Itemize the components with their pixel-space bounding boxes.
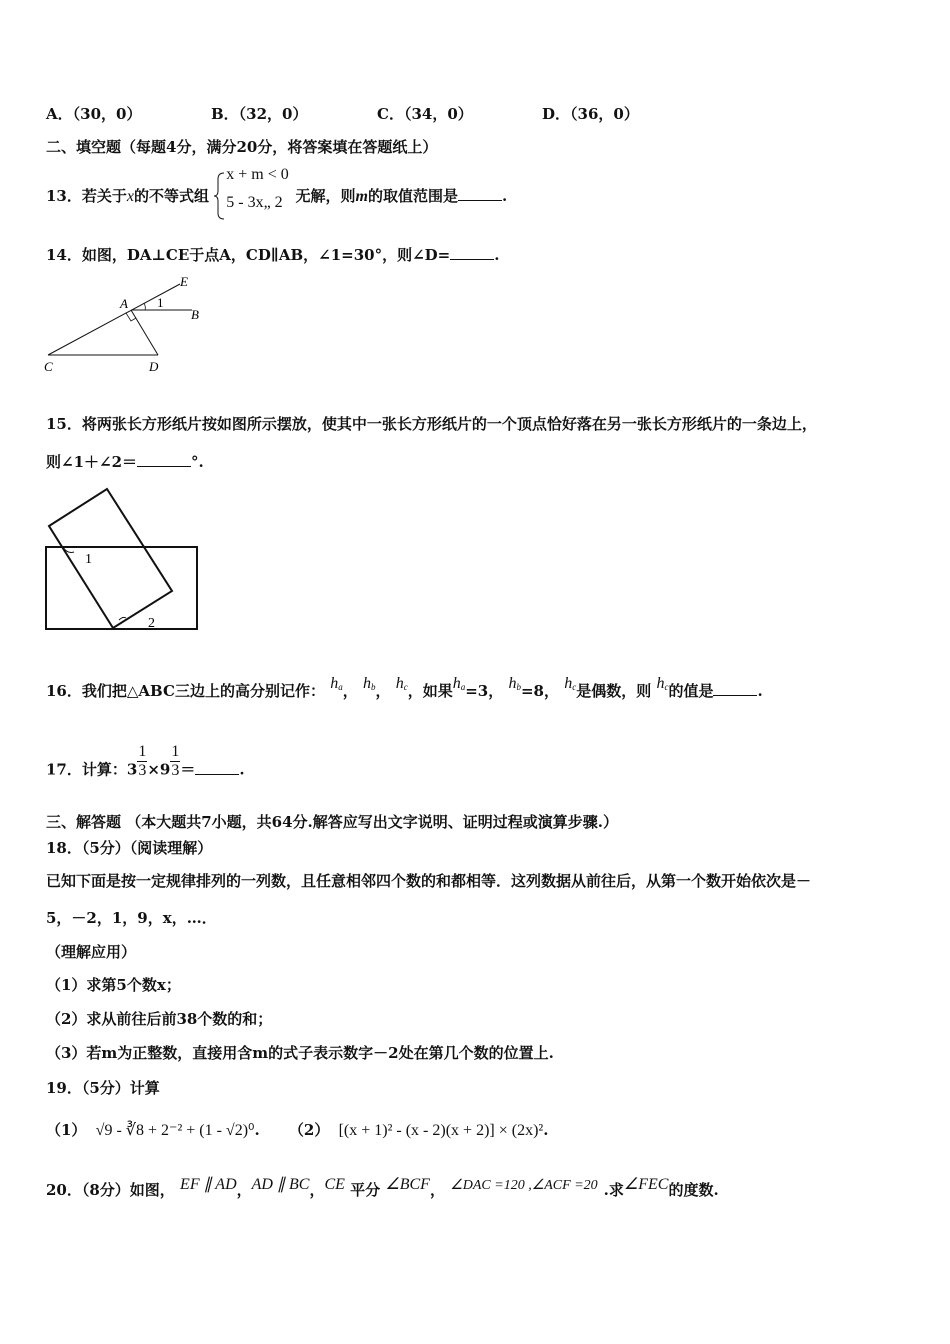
q14-label-c: C (44, 359, 53, 374)
q17-eq: ＝ (180, 760, 196, 779)
q13-var-x: x (126, 188, 134, 205)
q13-brace (214, 171, 226, 221)
q16-hb-val: =8， (520, 682, 559, 700)
q20-angle-fec: ∠FEC (623, 1176, 669, 1193)
q15-label-1: 1 (85, 552, 92, 567)
q16-even-text: 是偶数，则 (576, 682, 652, 700)
q18-apply: （理解应用） (46, 943, 137, 961)
q13-suffix2: 的取值范围是 (367, 187, 458, 205)
q20-comma2: ， (309, 1181, 325, 1199)
q20-angles: ∠DAC =120 ,∠ACF =20 (450, 1178, 598, 1193)
q13-prefix: 13．若关于 (46, 187, 127, 205)
q19-p1-end: . (254, 1121, 260, 1139)
q16-ha-2 (453, 675, 466, 692)
q16-hc2-sub: c (572, 682, 577, 692)
q19-p1-label: （1） (46, 1121, 87, 1139)
q19-title: 19．（5分）计算 (46, 1079, 160, 1097)
q16-hc-h: h (395, 675, 404, 692)
q16-hc-sub: c (403, 682, 408, 692)
q16-prefix: 16．我们把△ABC三边上的高分别记作： (46, 682, 325, 700)
question-13 (46, 166, 508, 211)
q16-ha2-sub: a (460, 682, 466, 692)
q17-den1: 3 (138, 762, 147, 779)
q17-exponent-1 (137, 743, 147, 780)
section2-header: 二、填空题（每题4分，满分20分，将答案填在答题纸上） (46, 138, 438, 156)
choice-d: D．（36，0） (542, 105, 639, 123)
q20-prefix: 20．（8分）如图， (46, 1181, 175, 1199)
q18-line2: 5，－2，1，9，x，…． (46, 909, 217, 927)
q16-ha-val: =3， (465, 682, 504, 700)
q18-title: 18．（5分）（阅读理解） (46, 839, 213, 857)
q16-hc (396, 675, 408, 692)
q16-ha2-h: h (452, 675, 461, 692)
q14-text: 14．如图，DA⊥CE于点A，CD∥AB，∠1=30°，则∠D= (46, 246, 451, 264)
q16-hc3-h: h (656, 675, 665, 692)
q20-ef-ad: EF ∥ AD (180, 1176, 237, 1193)
question-17 (46, 743, 245, 789)
q16-comma2: ， (375, 682, 391, 700)
q19-p2-expr: [(x + 1)² - (x - 2)(x + 2)] × (2x)² (338, 1122, 544, 1139)
q16-hb2-sub: b (516, 682, 521, 692)
q14-end: . (494, 246, 500, 264)
q13-suffix1: 无解，则 (295, 187, 356, 205)
q13-ineq2: 5 - 3x„ 2 (226, 194, 283, 211)
q17-num2: 1 (171, 743, 180, 760)
q13-ineq1: x + m < 0 (226, 166, 289, 183)
q13-end: . (501, 187, 508, 205)
q20-end: 的度数. (668, 1181, 719, 1199)
q19-p1-expr: √9 - ∛8 + 2⁻² + (1 - √2)⁰ (95, 1122, 255, 1139)
q16-end: . (757, 682, 763, 700)
q16-hc-2 (564, 675, 576, 692)
q20-bisects: 平分 (350, 1181, 381, 1199)
question-14 (46, 245, 499, 265)
q17-times: ×9 (147, 760, 171, 779)
q20-angle-bcf: ∠BCF (385, 1176, 430, 1193)
q16-hc-3 (656, 675, 668, 692)
q15-label-2: 2 (148, 616, 155, 631)
question-15-line2 (46, 452, 204, 472)
q16-hb2-h: h (508, 675, 517, 692)
q17-den2: 3 (171, 762, 180, 779)
q18-part3: （3）若m为正整数，直接用含m的式子表示数字－2处在第几个数的位置上. (46, 1044, 554, 1062)
q20-comma3: ， (429, 1181, 445, 1199)
q16-ha-sub: a (338, 682, 343, 692)
q16-comma1: ， (342, 682, 358, 700)
question-20 (46, 1176, 719, 1202)
q17-exponent-2 (170, 743, 180, 780)
q16-ha (330, 675, 343, 692)
question-16 (46, 675, 763, 705)
choice-c: C．（34，0） (377, 105, 473, 123)
q14-label-a: A (120, 296, 128, 311)
q15-end: °. (191, 453, 204, 471)
q17-answer-blank (195, 760, 239, 775)
q16-if-text: ，如果 (407, 682, 453, 700)
section3-header: 三、解答题 （本大题共7小题，共64分.解答应写出文字说明、证明过程或演算步骤.） (46, 813, 618, 831)
choice-a: A．（30，0） (46, 105, 142, 123)
choice-b: B．（32，0） (211, 105, 308, 123)
q19-parts (46, 1120, 548, 1141)
q14-label-e: E (180, 274, 188, 289)
q17-end: . (239, 760, 245, 779)
q16-hb-h: h (362, 675, 371, 692)
q19-p2-end: . (543, 1121, 549, 1139)
q13-mid: 的不等式组 (133, 187, 209, 205)
q16-hb-sub: b (370, 682, 376, 692)
q16-hc2-h: h (564, 675, 573, 692)
q13-answer-blank (458, 186, 502, 201)
q14-label-1: 1 (157, 295, 164, 310)
q16-hb-2 (508, 675, 521, 692)
q20-ask: .求 (603, 1181, 624, 1199)
q18-line1: 已知下面是按一定规律排列的一列数，且任意相邻四个数的和都相等．这列数据从前往后，从第一个数开始依次是－ (46, 872, 812, 890)
q17-prefix: 17．计算：3 (46, 760, 138, 779)
q18-part2: （2）求从前往后前38个数的和； (46, 1010, 273, 1028)
q16-hb (363, 675, 376, 692)
q20-comma1: ， (236, 1181, 252, 1199)
q19-p2-label: （2） (288, 1121, 330, 1139)
q14-answer-blank (450, 245, 494, 260)
q13-system (214, 166, 290, 211)
q17-num1: 1 (138, 743, 147, 760)
q15-figure (40, 484, 205, 634)
q16-value-text: 的值是 (668, 682, 714, 700)
q18-part1: （1）求第5个数x； (46, 976, 181, 994)
q13-var-m: m (355, 188, 368, 205)
q14-label-b: B (191, 307, 199, 322)
q14-figure (40, 272, 215, 378)
q15-answer-blank (137, 452, 191, 467)
q16-answer-blank (713, 681, 757, 696)
q20-ce: CE (324, 1176, 345, 1193)
q14-label-d: D (149, 359, 159, 374)
q16-hc3-sub: c (664, 682, 669, 692)
question-15-line1: 15．将两张长方形纸片按如图所示摆放，使其中一张长方形纸片的一个顶点恰好落在另一张长方形纸片的一条边上， (46, 415, 817, 433)
q16-ha-h: h (330, 675, 339, 692)
q20-ad-bc: AD ∥ BC (251, 1176, 310, 1193)
q15-line2-text: 则∠1＋∠2＝ (46, 453, 138, 471)
